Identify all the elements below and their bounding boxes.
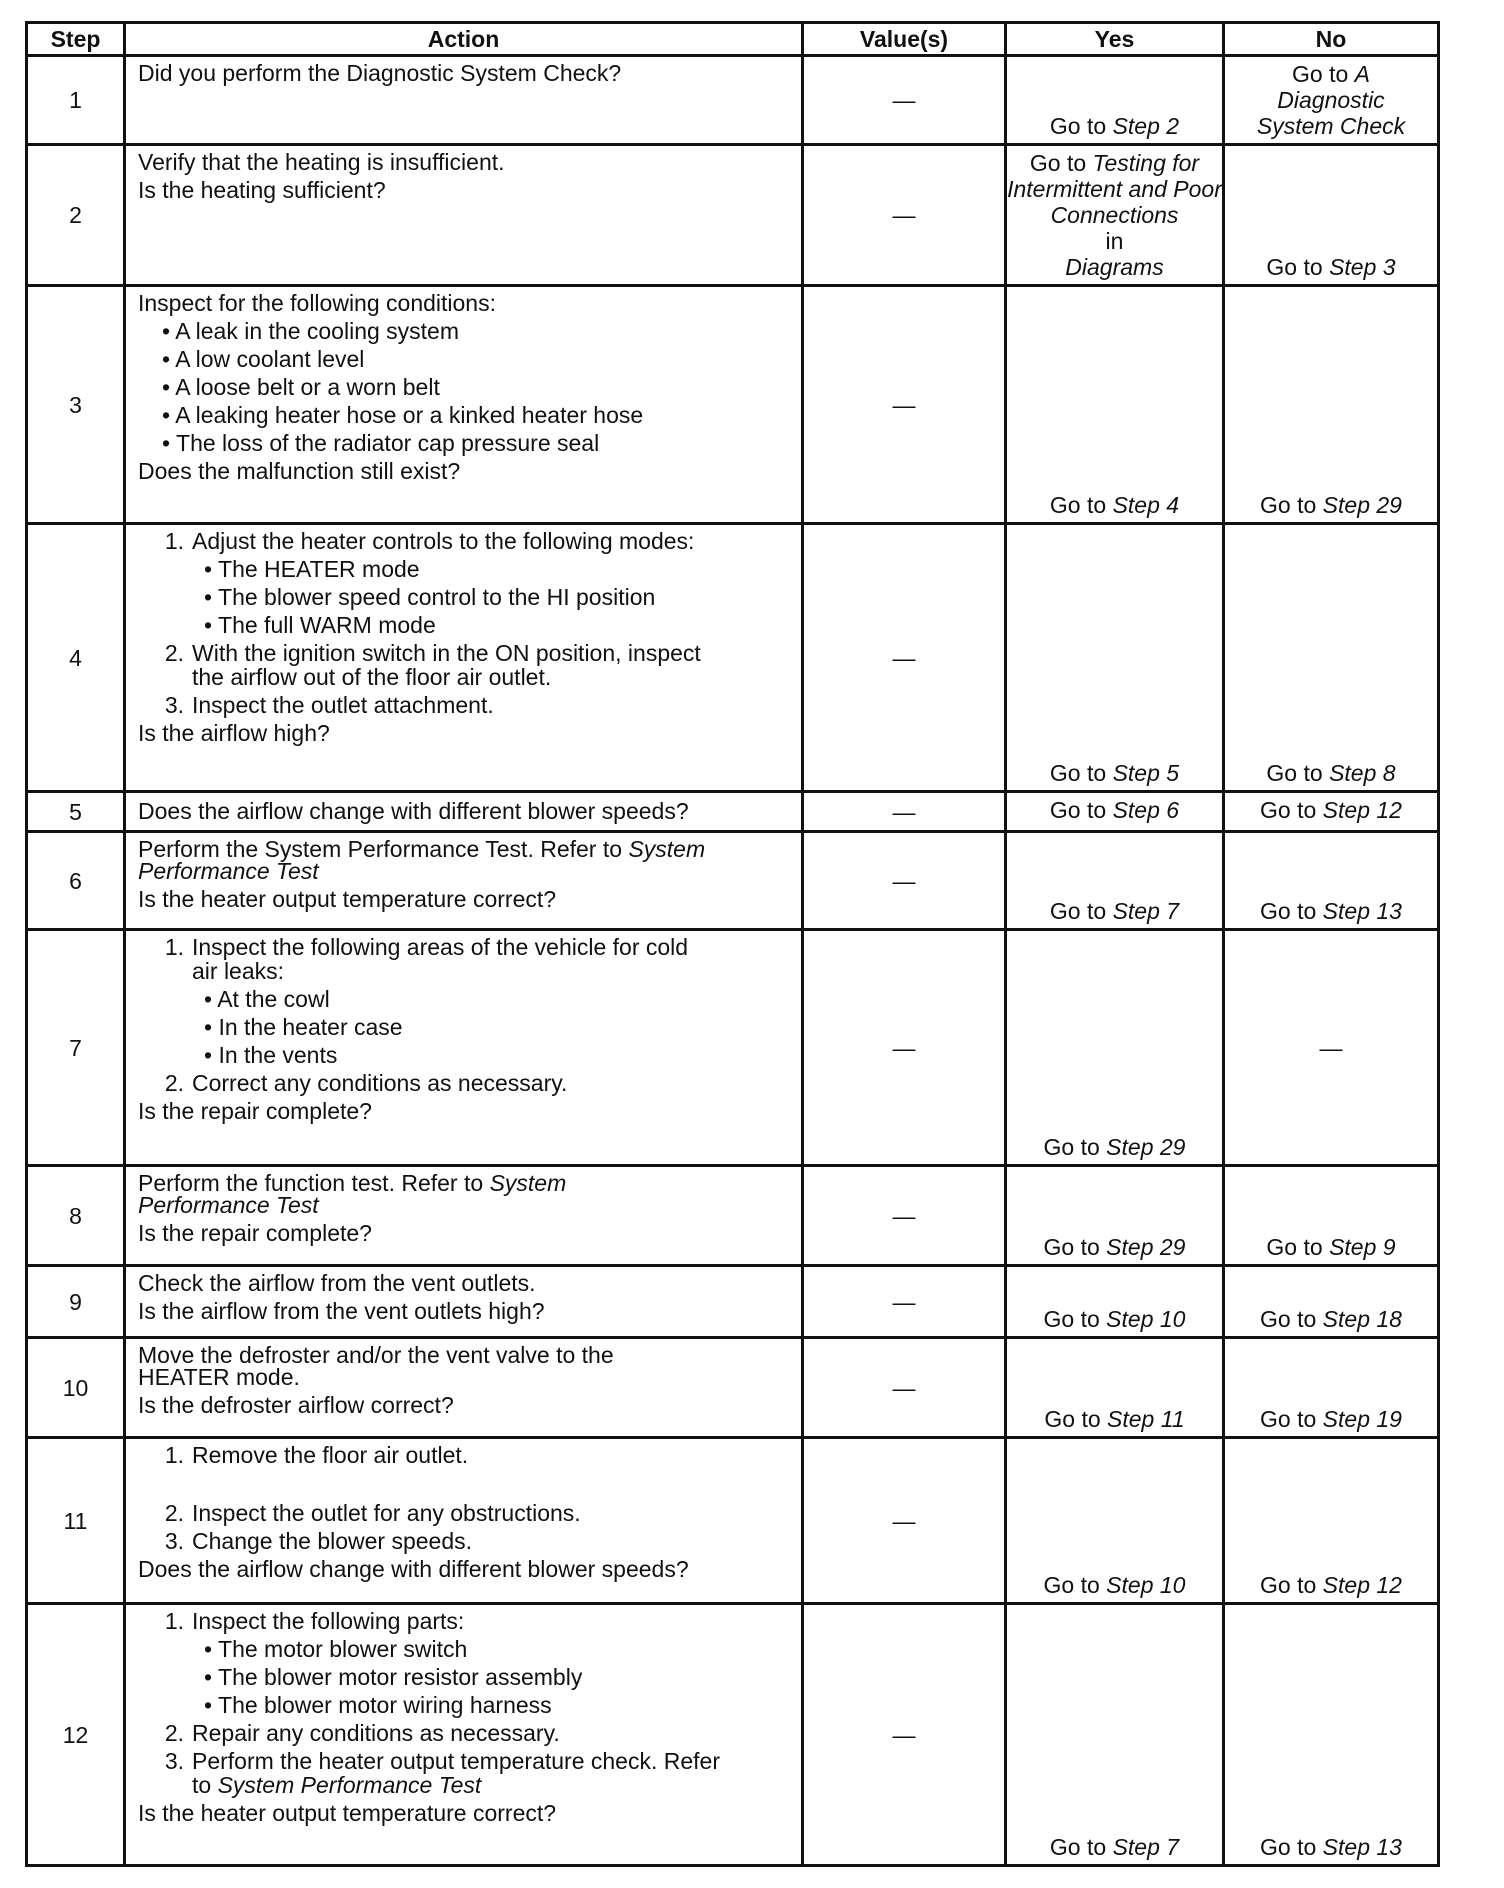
table-row — [27, 1338, 1439, 1438]
action-question: Does the airflow change with different blower speeds? — [138, 1556, 689, 1582]
value-cell: — — [803, 792, 1006, 832]
no-cell: Go to Step 13 — [1224, 832, 1439, 930]
no-cell: Go to Step 18 — [1224, 1266, 1439, 1338]
reference-link[interactable]: System — [628, 836, 706, 862]
no-cell: Go to Step 19 — [1224, 1338, 1439, 1438]
step-number: 8 — [27, 1166, 125, 1266]
no-cell: Go to A Diagnostic System Check — [1224, 56, 1439, 145]
yes-cell: Go to Testing for Intermittent and Poor Connections in Diagrams — [1006, 145, 1224, 286]
action-cell — [125, 930, 803, 1166]
step-number: 9 — [27, 1266, 125, 1338]
table-row — [27, 286, 1439, 524]
action-text: Perform the function test. Refer to System — [138, 1170, 567, 1196]
yes-cell: Go to Step 10 — [1006, 1438, 1224, 1604]
action-cell — [125, 524, 803, 792]
no-cell: Go to Step 12 — [1224, 792, 1439, 832]
yes-cell: Go to Step 29 — [1006, 1166, 1224, 1266]
action-question: Is the airflow high? — [138, 720, 330, 746]
yes-cell: Go to Step 6 — [1006, 792, 1224, 832]
list-item: 2. Inspect the outlet for any obstructions. — [164, 1500, 581, 1526]
step-number: 1 — [27, 56, 125, 145]
action-question: Is the heating sufficient? — [138, 177, 386, 203]
list-item: • At the cowl — [204, 986, 330, 1012]
list-item: • The full WARM mode — [204, 612, 436, 638]
action-text: Verify that the heating is insufficient. — [138, 149, 505, 175]
yes-link[interactable]: Step 2 — [1112, 113, 1180, 139]
no-link[interactable]: A Diagnostic System Check — [1256, 61, 1406, 139]
no-cell: Go to Step 3 — [1224, 145, 1439, 286]
value-cell: — — [803, 286, 1006, 524]
list-item: 3. Change the blower speeds. — [164, 1528, 473, 1554]
action-question: Does the airflow change with different blower speeds? — [138, 797, 689, 824]
action-text: Check the airflow from the vent outlets. — [138, 1270, 536, 1296]
value-cell: — — [803, 524, 1006, 792]
value-cell: — — [803, 145, 1006, 286]
step-number: 7 — [27, 930, 125, 1166]
no-link[interactable]: Step 13 — [1322, 1834, 1402, 1860]
no-cell: Go to Step 13 — [1224, 1604, 1439, 1866]
list-item: 1. Remove the floor air outlet. — [164, 1442, 469, 1468]
no-link[interactable]: Step 8 — [1329, 760, 1396, 786]
table-row — [27, 1604, 1439, 1866]
value-cell: — — [803, 1338, 1006, 1438]
list-item: • A low coolant level — [162, 346, 365, 372]
action-text: Inspect for the following conditions: — [138, 290, 496, 316]
value-cell: — — [803, 1438, 1006, 1604]
list-item: • The loss of the radiator cap pressure seal — [162, 430, 600, 456]
yes-link[interactable]: Step 7 — [1112, 1834, 1180, 1860]
header-action: Action — [125, 23, 803, 56]
action-question: Is the heater output temperature correct? — [138, 886, 557, 912]
header-values: Value(s) — [803, 23, 1006, 56]
no-link[interactable]: Step 19 — [1322, 1406, 1402, 1432]
action-question: Is the repair complete? — [138, 1220, 372, 1246]
no-cell: Go to Step 29 — [1224, 286, 1439, 524]
yes-link[interactable]: Step 4 — [1112, 492, 1180, 518]
list-item: 2. Correct any conditions as necessary. — [164, 1070, 568, 1096]
table-row — [27, 1166, 1439, 1266]
value-cell: — — [803, 1266, 1006, 1338]
header-row — [27, 23, 1439, 56]
action-text: Did you perform the Diagnostic System Check? — [138, 60, 622, 86]
action-cell — [125, 1338, 803, 1438]
diagnostic-table-wrapper — [25, 21, 1437, 1867]
action-cell — [125, 1604, 803, 1866]
action-cell — [125, 1266, 803, 1338]
list-item: 3. Perform the heater output temperature check. Refer — [164, 1748, 720, 1774]
yes-cell: Go to Step 2 — [1006, 56, 1224, 145]
list-item: 2. With the ignition switch in the ON position, inspect — [164, 640, 701, 666]
action-cell — [125, 792, 803, 832]
no-link[interactable]: Step 13 — [1322, 898, 1402, 924]
reference-link[interactable]: Performance Test — [138, 858, 319, 884]
action-cell — [125, 832, 803, 930]
table-row — [27, 1266, 1439, 1338]
action-text: Move the defroster and/or the vent valve to the — [138, 1342, 614, 1368]
list-item: • The blower speed control to the HI position — [204, 584, 656, 610]
list-item: 1. Inspect the following areas of the vehicle for cold — [164, 934, 689, 960]
table-row — [27, 524, 1439, 792]
step-number: 11 — [27, 1438, 125, 1604]
action-cell — [125, 145, 803, 286]
list-item: 3. Inspect the outlet attachment. — [164, 692, 494, 718]
list-item: • The motor blower switch — [204, 1636, 468, 1662]
yes-cell: Go to Step 7 — [1006, 832, 1224, 930]
list-item: • In the heater case — [204, 1014, 403, 1040]
list-item: 1. Adjust the heater controls to the following modes: — [164, 528, 695, 554]
list-item: • The blower motor resistor assembly — [204, 1664, 583, 1690]
list-item: • A leak in the cooling system — [162, 318, 460, 344]
step-number: 4 — [27, 524, 125, 792]
yes-cell: Go to Step 7 — [1006, 1604, 1224, 1866]
action-question: Is the airflow from the vent outlets high? — [138, 1298, 545, 1324]
list-item: 1. Inspect the following parts: — [164, 1608, 465, 1634]
yes-link[interactable]: Step 29 — [1106, 1134, 1186, 1160]
step-number: 12 — [27, 1604, 125, 1866]
no-link[interactable]: Step 29 — [1322, 492, 1402, 518]
action-text-continued: HEATER mode. — [138, 1364, 300, 1390]
action-text: Perform the System Performance Test. Refer to System — [138, 836, 706, 862]
table-row — [27, 792, 1439, 832]
yes-cell: Go to Step 29 — [1006, 930, 1224, 1166]
yes-link[interactable]: Step 5 — [1112, 760, 1180, 786]
no-link[interactable]: Step 18 — [1322, 1306, 1402, 1332]
step-number: 3 — [27, 286, 125, 524]
step-number: 5 — [27, 792, 125, 832]
list-item-continued: to System Performance Test — [192, 1772, 482, 1798]
action-cell — [125, 1166, 803, 1266]
yes-cell: Go to Step 10 — [1006, 1266, 1224, 1338]
step-number: 10 — [27, 1338, 125, 1438]
diagnostic-table — [25, 21, 1440, 1867]
yes-cell: Go to Step 4 — [1006, 286, 1224, 524]
yes-link[interactable]: Testing for Intermittent and Poor Connections — [1007, 150, 1222, 228]
yes-link-diagrams[interactable]: Diagrams — [1065, 254, 1164, 280]
value-cell: — — [803, 930, 1006, 1166]
header-no: No — [1224, 23, 1439, 56]
yes-cell: Go to Step 11 — [1006, 1338, 1224, 1438]
list-item: • A leaking heater hose or a kinked heater hose — [162, 402, 644, 428]
reference-link[interactable]: Performance Test — [138, 1192, 319, 1218]
action-cell — [125, 1438, 803, 1604]
list-item-continued: the airflow out of the floor air outlet. — [192, 664, 552, 690]
table-row — [27, 832, 1439, 930]
list-item: • The HEATER mode — [204, 556, 420, 582]
value-cell: — — [803, 832, 1006, 930]
no-cell: — — [1224, 930, 1439, 1166]
no-link[interactable]: Step 12 — [1322, 1572, 1402, 1598]
yes-cell: Go to Step 5 — [1006, 524, 1224, 792]
step-number: 6 — [27, 832, 125, 930]
list-item: • In the vents — [204, 1042, 338, 1068]
action-cell — [125, 286, 803, 524]
table-row — [27, 930, 1439, 1166]
header-yes: Yes — [1006, 23, 1224, 56]
action-question: Is the repair complete? — [138, 1098, 372, 1124]
yes-link[interactable]: Step 7 — [1112, 898, 1180, 924]
list-item-continued: air leaks: — [192, 958, 285, 984]
action-question: Is the heater output temperature correct? — [138, 1800, 557, 1826]
reference-link[interactable]: System — [489, 1170, 567, 1196]
list-item: • The blower motor wiring harness — [204, 1692, 552, 1718]
step-number: 2 — [27, 145, 125, 286]
header-step: Step — [27, 23, 125, 56]
table-row — [27, 56, 1439, 145]
value-cell: — — [803, 1604, 1006, 1866]
value-cell: — — [803, 56, 1006, 145]
yes-link[interactable]: Step 29 — [1106, 1234, 1186, 1260]
table-row — [27, 145, 1439, 286]
list-item: 2. Repair any conditions as necessary. — [164, 1720, 560, 1746]
no-cell: Go to Step 8 — [1224, 524, 1439, 792]
action-question: Does the malfunction still exist? — [138, 458, 461, 484]
no-cell: Go to Step 12 — [1224, 1438, 1439, 1604]
action-question: Is the defroster airflow correct? — [138, 1392, 454, 1418]
reference-link[interactable]: System Performance Test — [217, 1772, 482, 1798]
no-cell: Go to Step 9 — [1224, 1166, 1439, 1266]
list-item: • A loose belt or a worn belt — [162, 374, 440, 400]
yes-link[interactable]: Step 11 — [1107, 1406, 1185, 1432]
yes-link[interactable]: Step 10 — [1106, 1572, 1186, 1598]
yes-link[interactable]: Step 6 — [1112, 796, 1180, 823]
no-link[interactable]: Step 12 — [1322, 796, 1402, 823]
action-cell — [125, 56, 803, 145]
yes-link[interactable]: Step 10 — [1106, 1306, 1186, 1332]
no-link[interactable]: Step 9 — [1329, 1234, 1396, 1260]
value-cell: — — [803, 1166, 1006, 1266]
no-link[interactable]: Step 3 — [1329, 254, 1396, 280]
table-row — [27, 1438, 1439, 1604]
